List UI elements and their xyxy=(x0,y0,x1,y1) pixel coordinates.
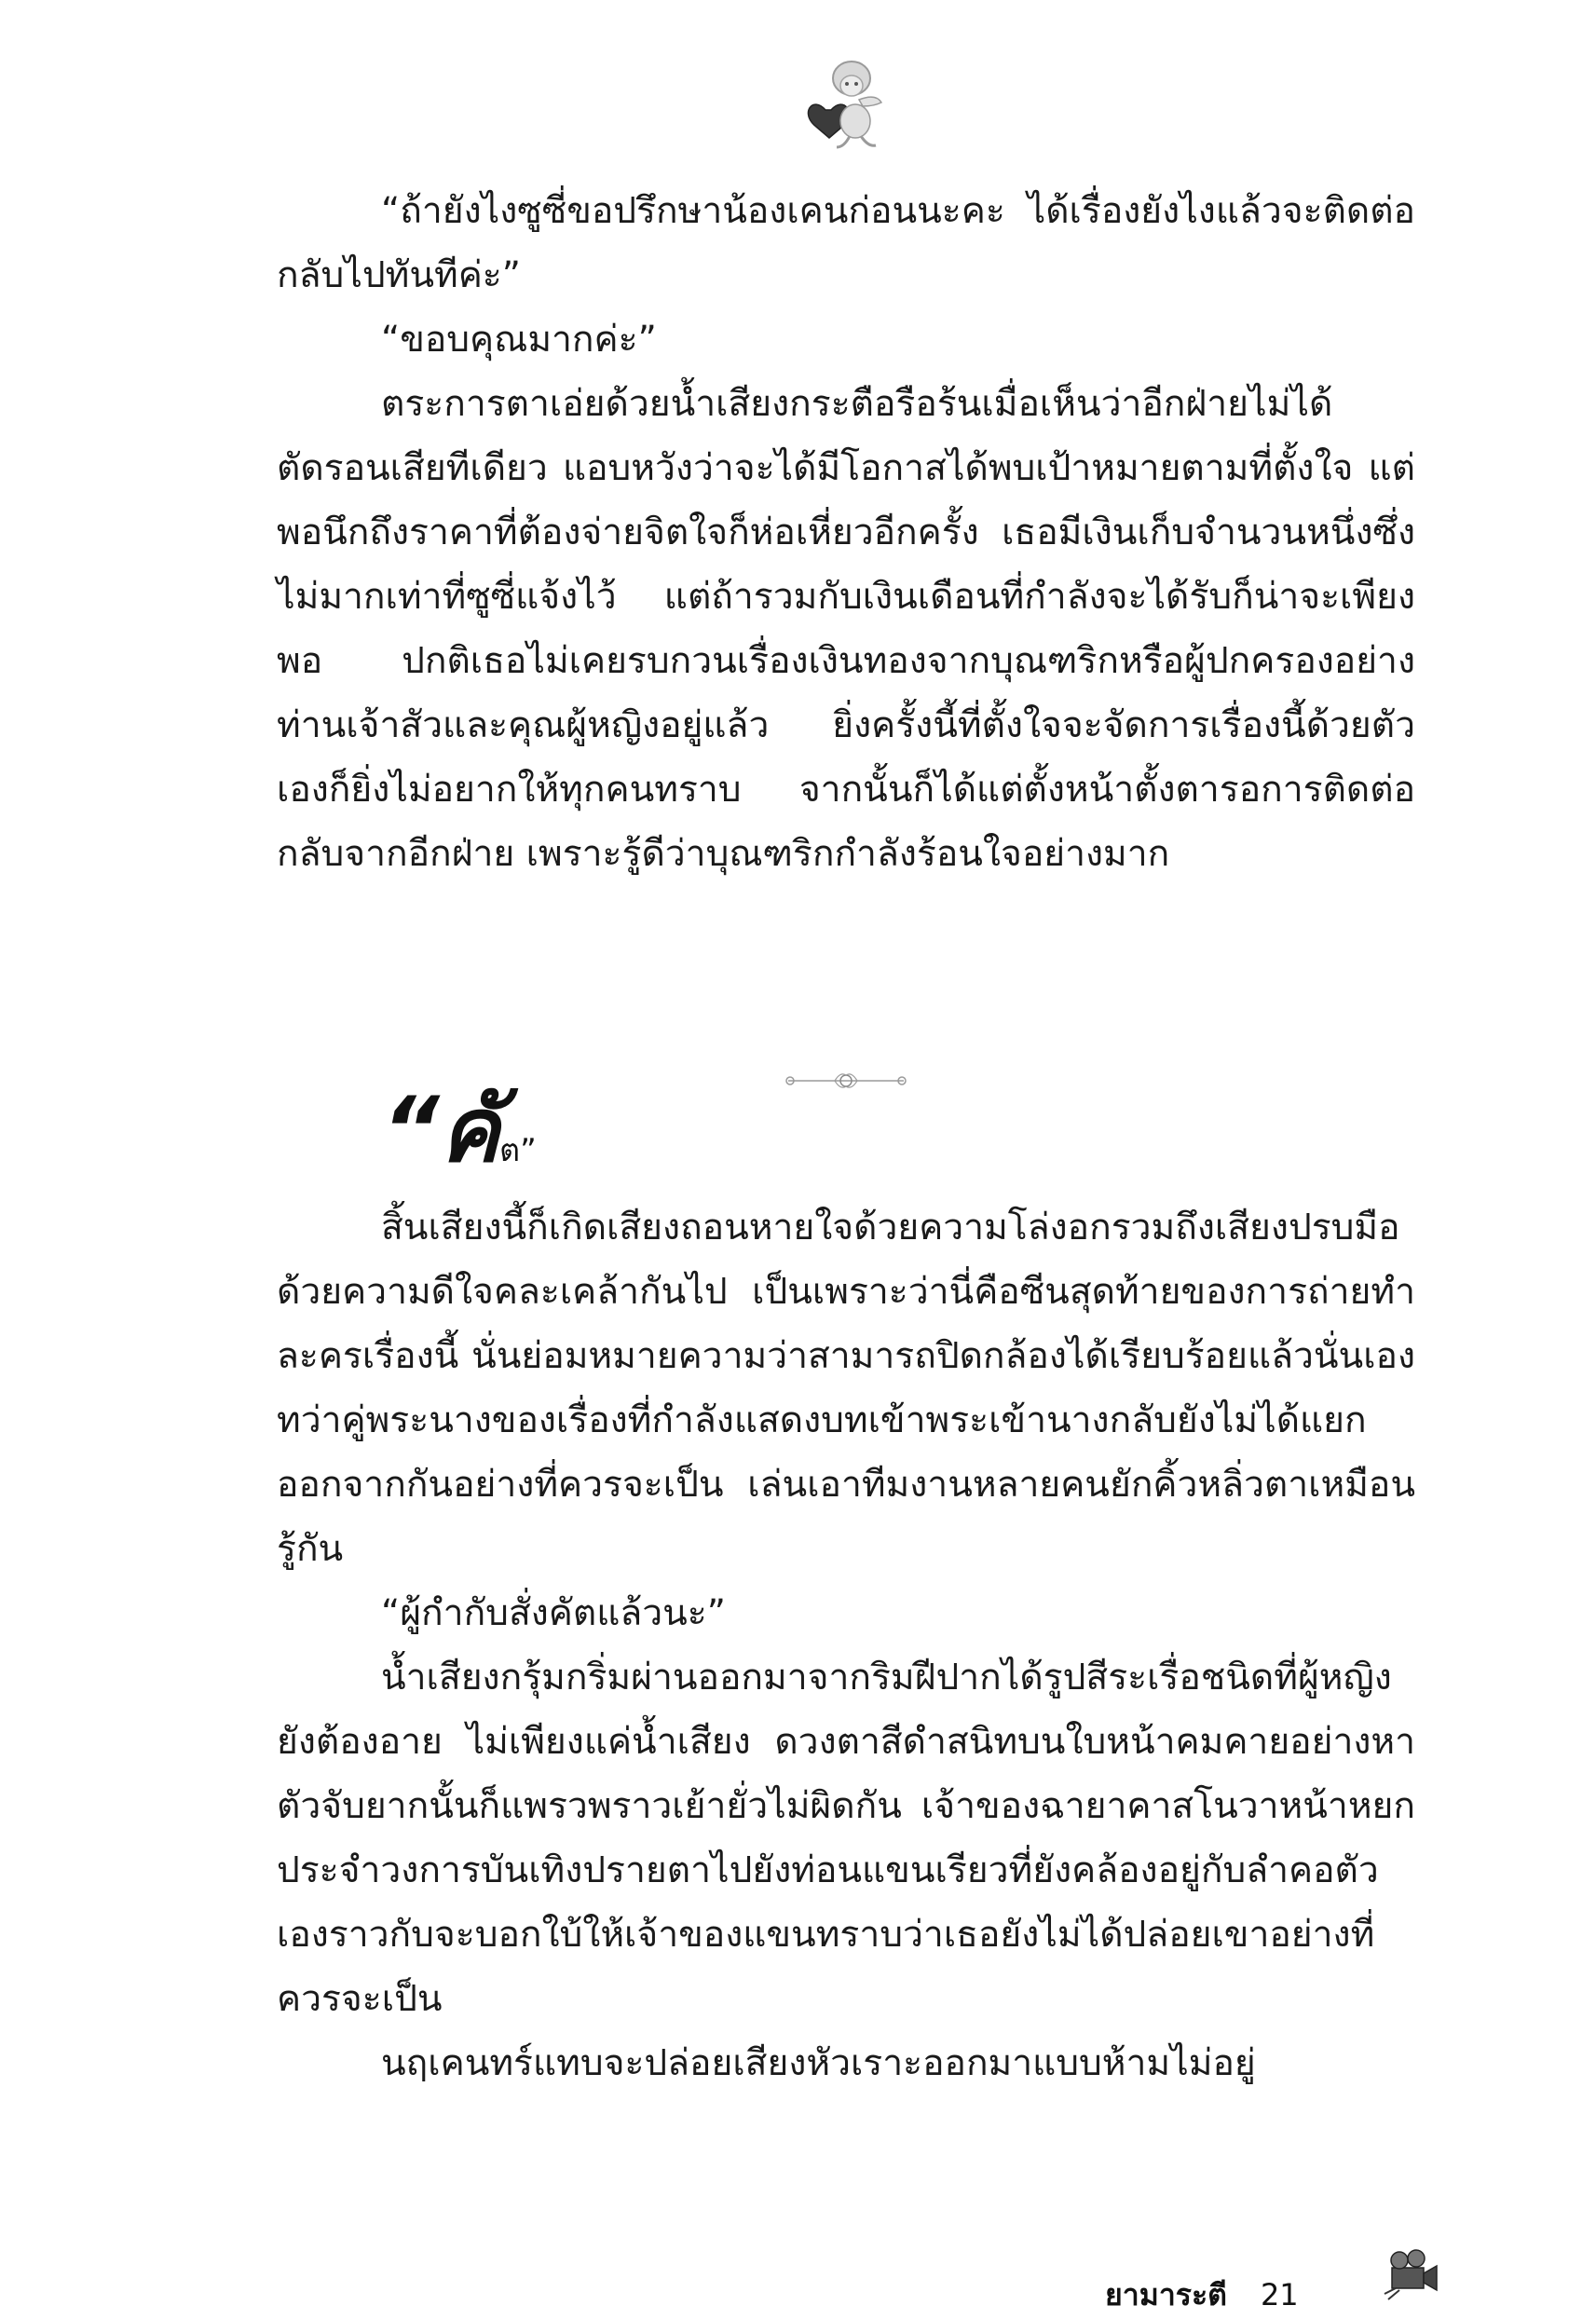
paragraph: ตระการตาเอ่ยด้วยน้ำเสียงกระตือรือร้นเมื่อเห็นว่าอีกฝ่ายไม่ได้ตัดรอนเสียทีเดียว แอบหวังว่าจะได้มีโอกาสได้พบเป้าหมายตามที่ตั้งใจ แต่พอนึกถึงราคาที่ต้องจ่ายจิตใจก็ห่อเหี่ยวอีกครั้ง เธอมีเงินเก็บจำนวนหนึ่งซึ่งไม่มากเท่าที่ซูซี่แจ้งไว้ แต่ถ้ารวมกับเงินเดือนที่กำลังจะได้รับก็น่าจะเพียงพอ ปกติเธอไม่เคยรบกวนเรื่องเงินทองจากบุณฑริกหรือผู้ปกครองอย่างท่านเจ้าสัวและคุณผู้หญิงอยู่แล้ว ยิ่งครั้งนี้ที่ตั้งใจจะจัดการเรื่องนี้ด้วยตัวเองก็ยิ่งไม่อยากให้ทุกคนทราบ จากนั้นก็ได้แต่ตั้งหน้าตั้งตารอการติดต่อกลับจากอีกฝ่าย เพราะรู้ดีว่าบุณฑริกกำลังร้อนใจอย่างมาก xyxy=(277,383,1415,875)
dropcap-small: ต” xyxy=(499,1132,537,1169)
paragraph: “ถ้ายังไงซูซี่ขอปรึกษาน้องเคนก่อนนะคะ ได้เรื่องยังไงแล้วจะติดต่อกลับไปทันทีค่ะ” xyxy=(277,190,1415,296)
ornament-divider-icon xyxy=(781,1068,911,1094)
text-block-1 xyxy=(277,179,1415,886)
book-title: ยามาระตี xyxy=(1105,2277,1227,2312)
paragraph: “ขอบคุณมากค่ะ” xyxy=(381,319,657,361)
cupid-heart-icon xyxy=(803,58,887,151)
film-camera-icon xyxy=(1383,2247,1440,2301)
scene-heading xyxy=(382,1070,537,1191)
dropcap-large: “คั xyxy=(382,1078,500,1182)
text-block-2 xyxy=(277,1195,1415,2095)
paragraph: สิ้นเสียงนี้ก็เกิดเสียงถอนหายใจด้วยความโล่งอกรวมถึงเสียงปรบมือด้วยความดีใจคละเคล้ากันไป เป็นเพราะว่านี่คือซีนสุดท้ายของการถ่ายทำละครเรื่องนี้ นั่นย่อมหมายความว่าสามารถปิดกล้องได้เรียบร้อยแล้วนั่นเอง ทว่าคู่พระนางของเรื่องที่กำลังแสดงบทเข้าพระเข้านางกลับยังไม่ได้แยกออกจากกันอย่างที่ควรจะเป็น เล่นเอาทีมงานหลายคนยักคิ้วหลิ่วตาเหมือนรู้กัน xyxy=(277,1207,1415,1570)
paragraph: นฤเคนทร์แทบจะปล่อยเสียงหัวเราะออกมาแบบห้ามไม่อยู่ xyxy=(381,2042,1256,2084)
paragraph: น้ำเสียงกรุ้มกริ่มผ่านออกมาจากริมฝีปากได้รูปสีระเรื่อชนิดที่ผู้หญิงยังต้องอาย ไม่เพียงแค่น้ำเสียง ดวงตาสีดำสนิทบนใบหน้าคมคายอย่างหาตัวจับยากนั้นก็แพรวพราวเย้ายั่วไม่ผิดกัน เจ้าของฉายาคาสโนวาหน้าหยกประจำวงการบันเทิงปรายตาไปยังท่อนแขนเรียวที่ยังคล้องอยู่กับลำคอตัวเองราวกับจะบอกใบ้ให้เจ้าของแขนทราบว่าเธอยังไม่ได้ปล่อยเขาอย่างที่ควรจะเป็น xyxy=(277,1657,1415,2020)
page-number: 21 xyxy=(1260,2277,1299,2312)
paragraph: “ผู้กำกับสั่งคัตแล้วนะ” xyxy=(381,1592,726,1634)
page-footer xyxy=(1105,2271,1299,2319)
